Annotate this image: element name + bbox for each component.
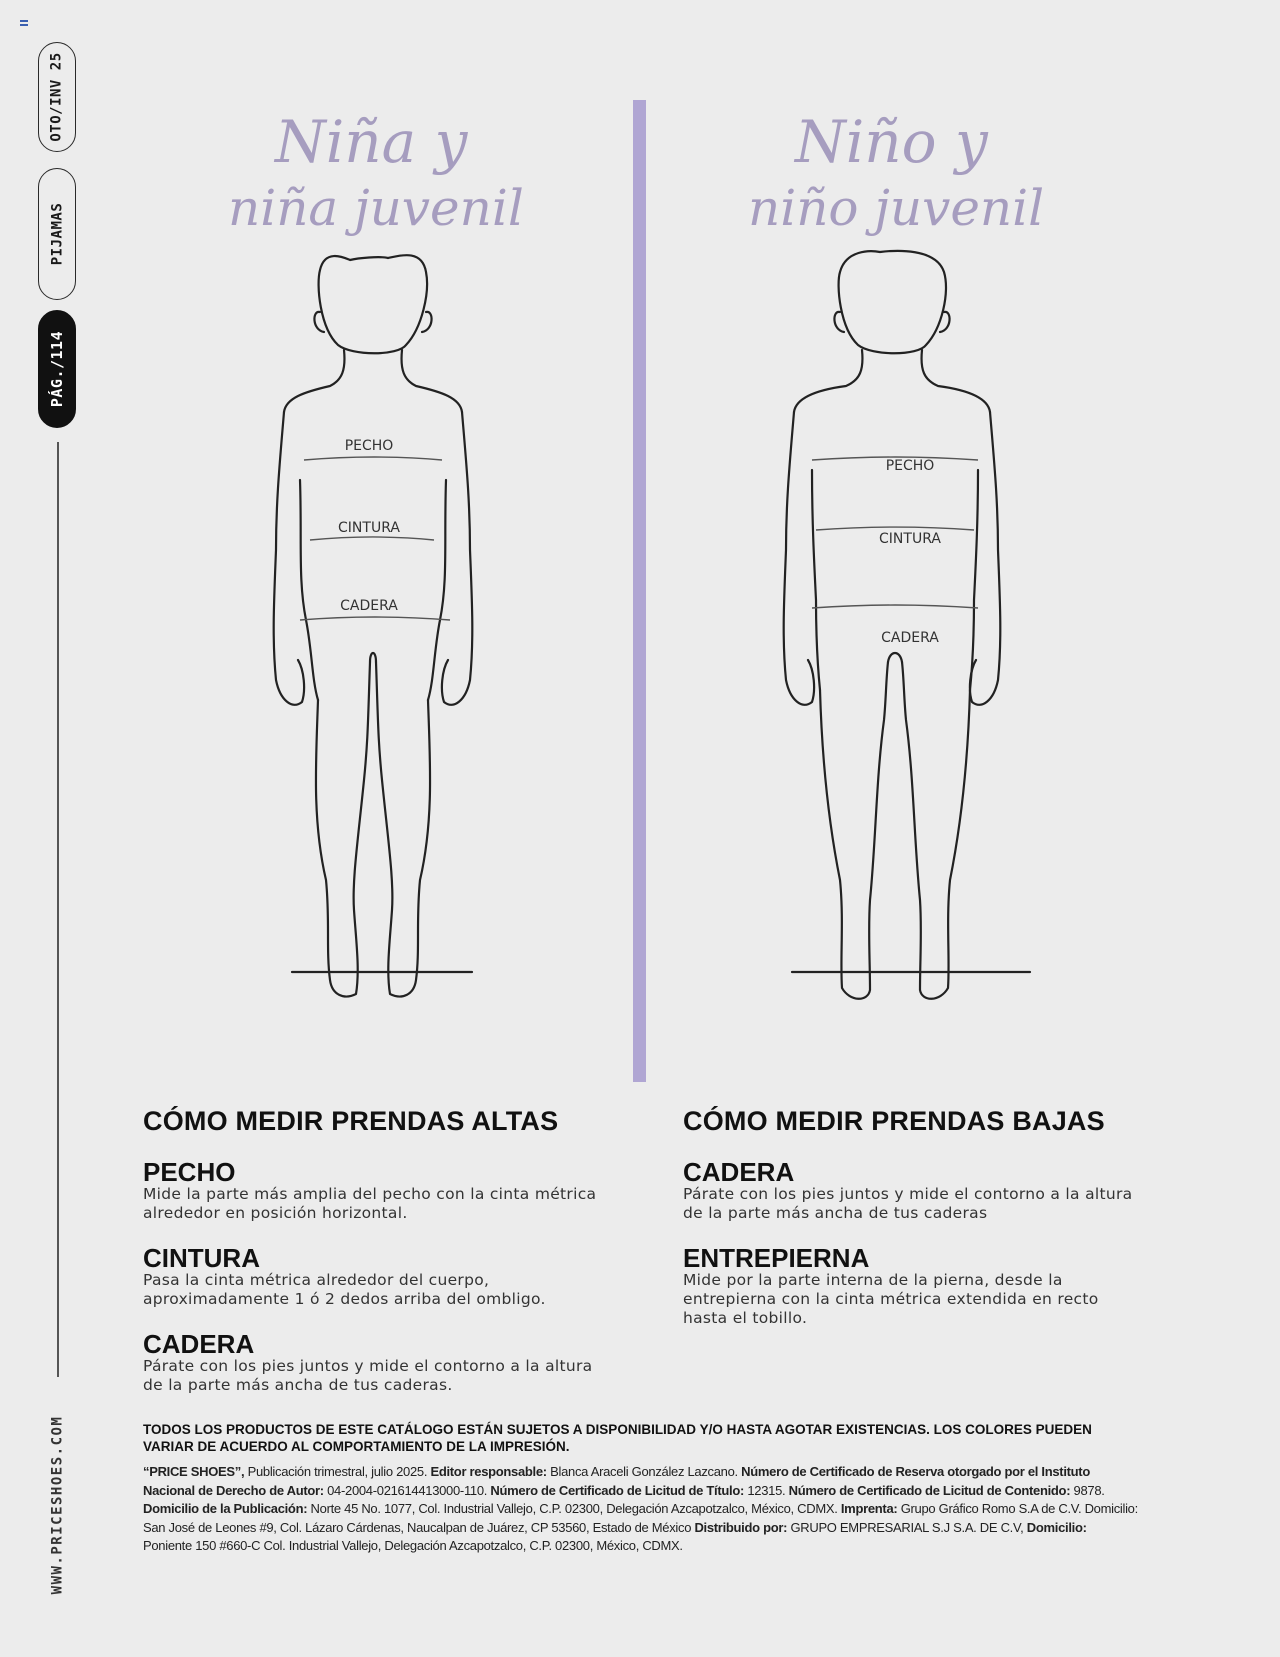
girl-figure [180,80,620,1070]
girl-title-line1: Niña y [275,108,468,176]
tops-cadera-line1: Párate con los pies juntos y mide el contorno a la altura [143,1357,593,1375]
boy-title-line2: niño juvenil [748,179,1045,237]
bottoms-heading: CÓMO MEDIR PRENDAS BAJAS [683,1106,1105,1136]
tops-cadera-line2: de la parte más ancha de tus caderas. [143,1376,453,1394]
credits-reserve-label: Número de Certificado de Reserva otorgado por el Instituto Nacional de Derecho de Autor: [143,1464,1090,1498]
bottoms-entrepierna-line2: entrepierna con la cinta métrica extendida en recto [683,1290,1099,1308]
season-label: OTO/INV 25 [49,52,66,142]
website-label[interactable]: WWW.PRICESHOES.COM [49,1415,65,1595]
menu-icon[interactable] [20,20,28,26]
credits-title-label: Número de Certificado de Licitud de Título: [490,1482,745,1498]
girl-label-pecho: PECHO [344,438,394,454]
page-number-pill [38,310,76,428]
availability-warning-line2: VARIAR DE ACUERDO AL COMPORTAMIENTO DE LA IMPRESIÓN. [143,1439,570,1454]
credits-distributor-label: Distribuido por: [694,1519,788,1535]
rail-divider [57,442,59,1377]
girl-label-cadera: CADERA [340,598,398,614]
credits-text-2: Blanca Araceli González Lazcano. [546,1464,742,1479]
credits-editor-label: Editor responsable: [430,1464,547,1479]
tops-pecho-title: PECHO [143,1157,236,1187]
boy-figure [700,80,1140,1070]
availability-warning-line1: TODOS LOS PRODUCTOS DE ESTE CATÁLOGO ESTÁN SUJETOS A DISPONIBILIDAD Y/O HASTA AGOTAR EXISTENCIAS. LOS COLORES PUEDEN [143,1422,1092,1437]
section-label: PIJAMAS [49,202,66,266]
bottoms-entrepierna-line1: Mide por la parte interna de la pierna, desde la [683,1271,1063,1289]
credits-text-5: 9878. [1070,1482,1105,1498]
tops-pecho-line1: Mide la parte más amplia del pecho con la cinta métrica [143,1185,597,1203]
girl-body-outline [274,255,473,996]
credits-text-8: GRUPO EMPRESARIAL S.J S.A. DE C.V, [787,1519,1027,1535]
credits-brand: “PRICE SHOES”, [143,1464,245,1479]
boy-body-outline [784,251,1030,999]
credits-text-1: Publicación trimestral, julio 2025. [244,1464,431,1479]
credits-printer-label: Imprenta: [840,1501,898,1516]
girl-title-line2: niña juvenil [228,179,524,237]
website-link[interactable] [42,1400,72,1610]
credits-content-label: Número de Certificado de Licitud de Contenido: [788,1482,1071,1498]
section-pill [38,168,76,300]
tops-cintura-line2: aproximadamente 1 ó 2 dedos arriba del ombligo. [143,1290,546,1308]
season-pill [38,42,76,152]
credits-domicile-label: Domicilio: [1026,1519,1087,1535]
tops-section [143,1106,623,1395]
credits-text-3: 04-2004-021614413000-110. [323,1482,491,1498]
tops-pecho-line2: alrededor en posición horizontal. [143,1204,408,1222]
legal-notice [143,1421,1138,1556]
tops-cintura-line1: Pasa la cinta métrica alrededor del cuerpo, [143,1271,490,1289]
tops-heading: CÓMO MEDIR PRENDAS ALTAS [143,1106,559,1136]
figure-divider [633,100,646,1082]
credits-address-label: Domicilio de la Publicación: [143,1501,308,1516]
boy-title-line1: Niño y [795,108,988,176]
tops-cintura-title: CINTURA [143,1243,260,1273]
boy-label-pecho: PECHO [885,458,935,474]
page-number: PÁG./114 [48,330,66,408]
girl-measure-lines [300,457,450,620]
bottoms-entrepierna-line3: hasta el tobillo. [683,1309,808,1327]
boy-label-cadera: CADERA [881,630,939,646]
credits-text-9: Poniente 150 #660-C Col. Industrial Vallejo, Delegación Azcapotzalco, C.P. 02300, México, CDMX. [143,1538,683,1553]
boy-label-cintura: CINTURA [879,531,941,547]
publication-credits [143,1463,1138,1556]
bottoms-cadera-line2: de la parte más ancha de tus caderas [683,1204,988,1222]
credits-text-7: Grupo Gráfico Romo S.A de C.V. Domicilio: San José de Leones #9, Col. Lázaro Cárdenas, Naucalpan de Juárez, CP 53560, Estado de México [143,1501,1138,1535]
bottoms-cadera-title: CADERA [683,1157,795,1187]
tops-cadera-title: CADERA [143,1329,255,1359]
bottoms-section [683,1106,1163,1328]
bottoms-cadera-line1: Párate con los pies juntos y mide el contorno a la altura [683,1185,1133,1203]
bottoms-entrepierna-title: ENTREPIERNA [683,1243,870,1273]
girl-label-cintura: CINTURA [338,520,400,536]
credits-text-4: 12315. [744,1482,789,1498]
credits-text-6: Norte 45 No. 1077, Col. Industrial Vallejo, C.P. 02300, Delegación Azcapotzalco, México, CDMX. [307,1501,841,1516]
